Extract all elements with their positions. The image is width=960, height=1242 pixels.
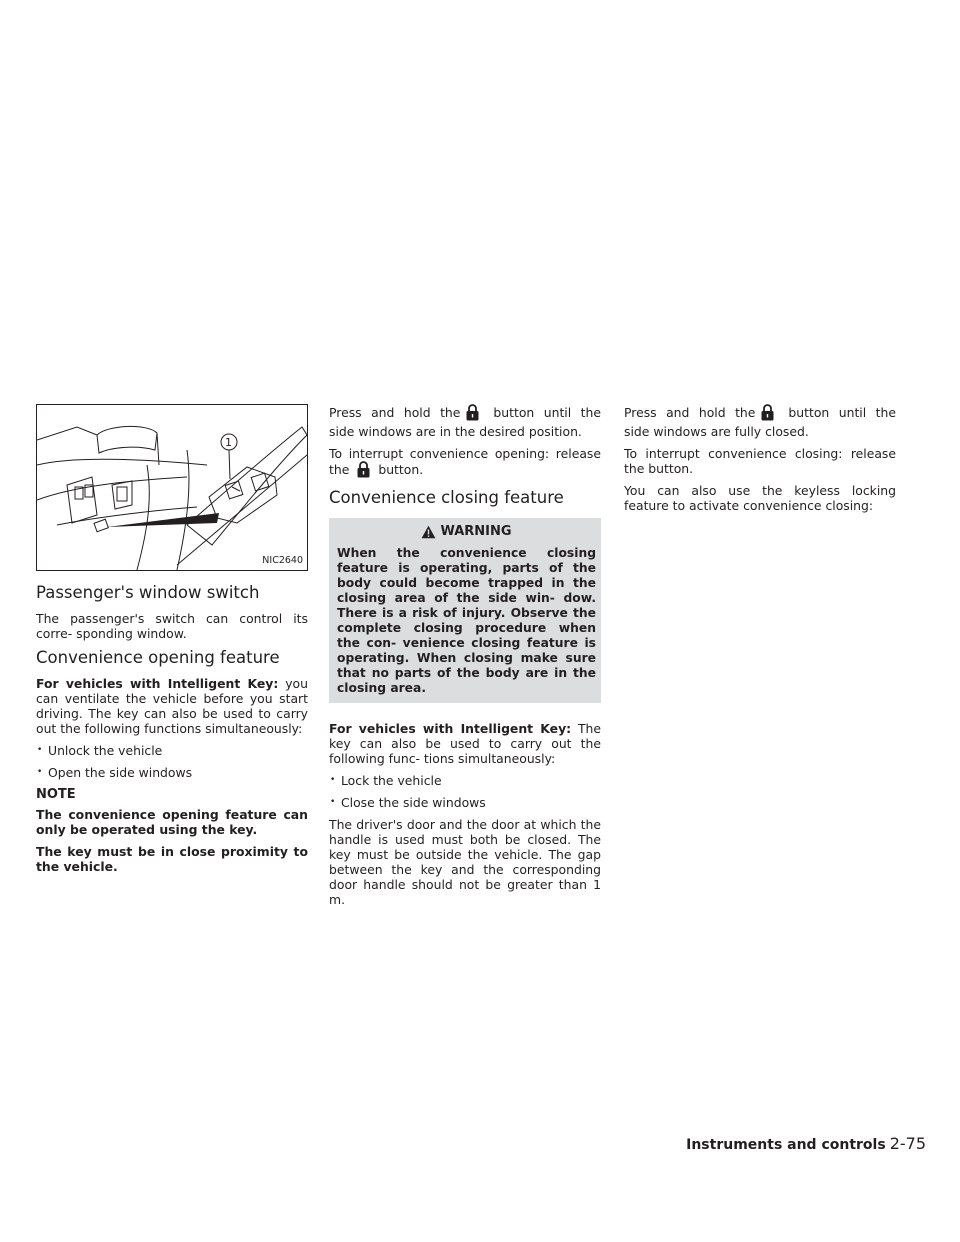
door-panel-illustration [37, 405, 307, 570]
press-text: Press and hold the [329, 405, 461, 420]
list-item: • Open the side windows [36, 765, 308, 780]
list-item: • Unlock the vehicle [36, 743, 308, 758]
note-title: NOTE [36, 787, 76, 802]
interrupt-text-cont: button. [378, 462, 424, 477]
figure-code: NIC2640 [262, 555, 303, 566]
list-item: • Close the side windows [329, 795, 601, 810]
switch-paragraph: The passenger's switch can control its corre- sponding window. [36, 611, 308, 641]
keyless-paragraph: You can also use the keyless locking feature to activate convenience closing: [624, 483, 896, 513]
lock-icon [466, 404, 479, 424]
figure-callout: 1 [225, 436, 232, 449]
warning-triangle-icon [421, 525, 436, 539]
page-footer [680, 1134, 926, 1153]
heading-passenger-switch: Passenger's window switch [36, 583, 260, 602]
opening-lead: For vehicles with Intelligent Key: [36, 676, 279, 691]
page-number: 2-75 [889, 1134, 926, 1153]
press-paragraph [329, 404, 601, 439]
press-text: Press and hold the [624, 405, 756, 420]
press-text-cont: button until the side windows are in the desired position. [329, 405, 601, 439]
list-item: • Lock the vehicle [329, 773, 601, 788]
interrupt-paragraph [329, 446, 601, 481]
closing-text: The key can also be used to carry out the following func- tions simultaneously: [329, 721, 601, 766]
opening-text: you can ventilate the vehicle before you start driving. The key can also be used to carry out the following functions simultaneously: [36, 676, 308, 736]
heading-convenience-closing: Convenience closing feature [329, 488, 564, 507]
note-paragraph: The key must be in close proximity to the vehicle. [36, 844, 308, 874]
column-right [624, 404, 896, 520]
press-closing-paragraph [624, 404, 896, 439]
interrupt-text: To interrupt convenience opening: release the [329, 446, 601, 477]
note-paragraph: The convenience opening feature can only be operated using the key. [36, 807, 308, 837]
warning-box [329, 518, 601, 703]
warning-text: When the convenience closing feature is operating, parts of the body could become trapped in the closing area of the side win- dow. There is a risk of injury. Observe the complete closing procedure when the con- venience closing feature is operating. When closing make sure that no parts of the body are in the closing area. [337, 546, 596, 695]
closing-paragraph [329, 721, 601, 766]
column-middle [329, 404, 601, 914]
heading-convenience-opening: Convenience opening feature [36, 648, 280, 667]
lock-icon [761, 404, 774, 424]
section-title: Instruments and controls [686, 1137, 886, 1153]
window-switch-figure [36, 404, 308, 571]
warning-header [337, 524, 596, 539]
opening-paragraph [36, 676, 308, 736]
warning-title: WARNING [440, 524, 512, 539]
press-text-cont: button until the side windows are fully closed. [624, 405, 896, 439]
closing-lead: For vehicles with Intelligent Key: [329, 721, 572, 736]
column-left [36, 404, 308, 881]
interrupt-closing-paragraph: To interrupt convenience closing: release the button. [624, 446, 896, 476]
door-paragraph: The driver's door and the door at which the handle is used must both be closed. The key must be outside the vehicle. The gap between the key and the corresponding door handle should not be greater than 1 m. [329, 817, 601, 907]
lock-icon [357, 461, 370, 481]
